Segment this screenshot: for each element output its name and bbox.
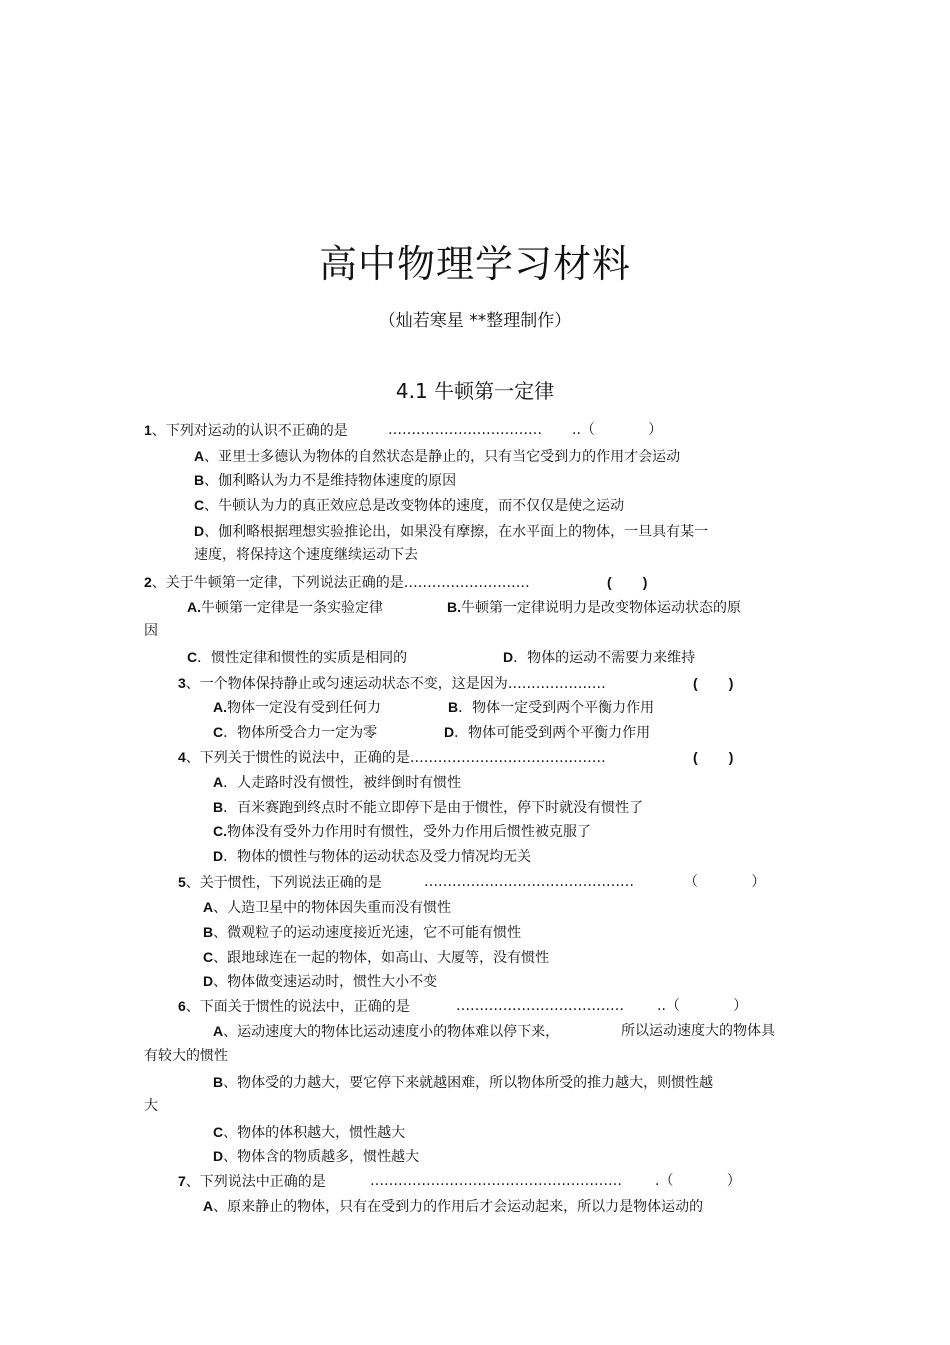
question-5-dots: ……………………………………… bbox=[424, 874, 634, 890]
option-text: 物体一定没有受到任何力 bbox=[227, 700, 381, 716]
question-2-option-a bbox=[187, 598, 383, 617]
option-letter: C bbox=[213, 1124, 224, 1140]
option-letter: C bbox=[213, 724, 224, 740]
question-6-text: 、下面关于惯性的说法中，正确的是 bbox=[185, 999, 410, 1015]
option-text: 、微观粒子的运动速度接近光速，它不可能有惯性 bbox=[213, 925, 522, 941]
option-letter: C. bbox=[213, 823, 227, 839]
question-4-number: 4 bbox=[178, 749, 186, 765]
question-1-option-d-continued: 速度，将保持这个速度继续运动下去 bbox=[194, 547, 418, 563]
question-1-number: 1 bbox=[144, 422, 152, 438]
option-text: ．人走路时没有惯性，被绊倒时有惯性 bbox=[223, 775, 462, 791]
question-3-option-c bbox=[213, 723, 377, 742]
question-1-dots: …………………………… bbox=[388, 422, 542, 438]
option-text: ．惯性定律和惯性的实质是相同的 bbox=[197, 650, 408, 666]
question-6-answer-paren: ..（ ） bbox=[657, 998, 748, 1014]
question-5-option-c bbox=[203, 948, 549, 967]
option-letter: B bbox=[448, 699, 459, 715]
question-3-number: 3 bbox=[178, 675, 186, 691]
question-2-option-c bbox=[187, 648, 407, 667]
option-letter: D bbox=[444, 724, 455, 740]
question-2-stem bbox=[144, 573, 530, 592]
document-subtitle: （灿若寒星 **整理制作） bbox=[378, 311, 572, 331]
question-4-option-a bbox=[213, 773, 461, 792]
question-2-option-b-continued: 因 bbox=[144, 623, 158, 639]
option-text: 、物体的体积越大，惯性越大 bbox=[223, 1125, 406, 1141]
option-letter: C bbox=[203, 949, 214, 965]
option-letter: C bbox=[187, 649, 198, 665]
option-letter: B bbox=[213, 799, 224, 815]
question-7-option-a bbox=[203, 1197, 703, 1216]
question-3-stem bbox=[178, 674, 606, 693]
question-1-answer-paren: ..（ ） bbox=[572, 422, 663, 438]
option-letter: D bbox=[503, 649, 514, 665]
question-6-dots: ……………………………… bbox=[456, 998, 624, 1014]
question-7-text: 、下列说法中正确的是 bbox=[185, 1174, 326, 1190]
document-title: 高中物理学习材料 bbox=[318, 242, 631, 286]
option-text: 、原来静止的物体，只有在受到力的作用后才会运动起来，所以力是物体运动的 bbox=[213, 1199, 704, 1215]
question-1-stem bbox=[144, 421, 348, 440]
option-text: 、物体含的物质越多，惯性越大 bbox=[223, 1149, 420, 1165]
question-2-number: 2 bbox=[144, 574, 152, 590]
option-text: 物体没有受外力作用时有惯性，受外力作用后惯性被克服了 bbox=[227, 824, 591, 840]
question-3-option-d bbox=[444, 723, 650, 742]
option-letter: A bbox=[213, 1023, 224, 1039]
question-6-number: 6 bbox=[178, 998, 186, 1014]
option-letter: B bbox=[194, 472, 205, 488]
question-6-option-a bbox=[213, 1022, 559, 1041]
question-6-option-a-continued: 有较大的惯性 bbox=[144, 1048, 228, 1064]
question-4-stem bbox=[178, 748, 606, 767]
option-letter: C bbox=[194, 497, 205, 513]
option-letter: B bbox=[213, 1074, 224, 1090]
question-4-option-c bbox=[213, 822, 591, 841]
option-letter: A. bbox=[187, 599, 201, 615]
option-text: 牛顿第一定律说明力是改变物体运动状态的原 bbox=[461, 600, 741, 616]
question-1-option-d bbox=[194, 522, 708, 541]
question-5-answer-paren: （ ） bbox=[684, 874, 766, 890]
option-letter: D bbox=[194, 523, 205, 539]
question-2-option-d bbox=[503, 648, 695, 667]
question-1-option-b bbox=[194, 471, 456, 490]
option-letter: A bbox=[213, 774, 224, 790]
question-1-option-a bbox=[194, 447, 680, 466]
option-text: 、伽利略认为力不是维持物体速度的原因 bbox=[204, 473, 457, 489]
question-4-option-b bbox=[213, 798, 643, 817]
question-6-option-c bbox=[213, 1123, 405, 1142]
question-5-option-b bbox=[203, 923, 521, 942]
question-1-option-c bbox=[194, 496, 624, 515]
question-5-option-d bbox=[203, 972, 437, 991]
question-6-option-b bbox=[213, 1073, 713, 1092]
option-text: ．物体的运动不需要力来维持 bbox=[513, 650, 696, 666]
option-letter: A bbox=[203, 899, 214, 915]
question-4-answer-paren: ( ) bbox=[693, 749, 734, 765]
question-2-option-b bbox=[447, 598, 741, 617]
option-text: 、人造卫星中的物体因失重而没有惯性 bbox=[213, 900, 452, 916]
question-7-number: 7 bbox=[178, 1173, 186, 1189]
question-5-stem bbox=[178, 873, 382, 892]
section-heading: 4.1 牛顿第一定律 bbox=[395, 379, 555, 403]
option-text: 、物体做变速运动时，惯性大小不变 bbox=[213, 974, 438, 990]
option-text: ．物体可能受到两个平衡力作用 bbox=[454, 725, 651, 741]
question-6-option-a-right: 所以运动速度大的物体具 bbox=[621, 1023, 775, 1039]
option-text: ．物体的惯性与物体的运动状态及受力情况均无关 bbox=[223, 849, 532, 865]
question-5-text: 、关于惯性，下列说法正确的是 bbox=[185, 875, 382, 891]
question-5-number: 5 bbox=[178, 874, 186, 890]
option-letter: B bbox=[203, 924, 214, 940]
question-4-text: 、下列关于惯性的说法中，正确的是…………………………………… bbox=[185, 750, 606, 766]
option-text: ．物体一定受到两个平衡力作用 bbox=[458, 700, 655, 716]
question-3-text: 、一个物体保持静止或匀速运动状态不变，这是因为………………… bbox=[185, 676, 606, 692]
question-3-answer-paren: ( ) bbox=[693, 675, 734, 691]
question-7-dots: ……………………………………………… bbox=[370, 1173, 622, 1189]
question-3-option-b bbox=[448, 698, 654, 717]
option-text: 、运动速度大的物体比运动速度小的物体难以停下来， bbox=[223, 1024, 560, 1040]
question-3-option-a bbox=[213, 698, 381, 717]
question-7-stem bbox=[178, 1172, 326, 1191]
option-text: 、物体受的力越大，要它停下来就越困难，所以物体所受的推力越大，则惯性越 bbox=[223, 1075, 714, 1091]
question-5-option-a bbox=[203, 898, 451, 917]
question-2-answer-paren: ( ) bbox=[607, 574, 648, 590]
option-text: 、亚里士多德认为物体的自然状态是静止的，只有当它受到力的作用才会运动 bbox=[204, 449, 681, 465]
question-6-option-b-continued: 大 bbox=[144, 1098, 158, 1114]
option-text: 、伽利略根据理想实验推论出，如果没有摩擦，在水平面上的物体，一旦具有某一 bbox=[204, 524, 709, 540]
question-2-text: 、关于牛顿第一定律，下列说法正确的是……………………… bbox=[151, 575, 530, 591]
question-7-answer-paren: .（ ） bbox=[655, 1173, 741, 1189]
option-text: 、牛顿认为力的真正效应总是改变物体的速度，而不仅仅是使之运动 bbox=[204, 498, 625, 514]
question-6-stem bbox=[178, 997, 410, 1016]
option-letter: A. bbox=[213, 699, 227, 715]
option-letter: B. bbox=[447, 599, 461, 615]
option-letter: D bbox=[213, 1148, 224, 1164]
option-letter: D bbox=[213, 848, 224, 864]
option-text: 牛顿第一定律是一条实验定律 bbox=[201, 600, 383, 616]
question-6-option-d bbox=[213, 1147, 419, 1166]
question-4-option-d bbox=[213, 847, 531, 866]
option-letter: D bbox=[203, 973, 214, 989]
option-text: 、跟地球连在一起的物体，如高山、大厦等，没有惯性 bbox=[213, 950, 550, 966]
option-letter: A bbox=[203, 1198, 214, 1214]
option-letter: A bbox=[194, 448, 205, 464]
question-1-text: 、下列对运动的认识不正确的是 bbox=[151, 423, 348, 439]
option-text: ．百米赛跑到终点时不能立即停下是由于惯性，停下时就没有惯性了 bbox=[223, 800, 644, 816]
option-text: ．物体所受合力一定为零 bbox=[223, 725, 378, 741]
